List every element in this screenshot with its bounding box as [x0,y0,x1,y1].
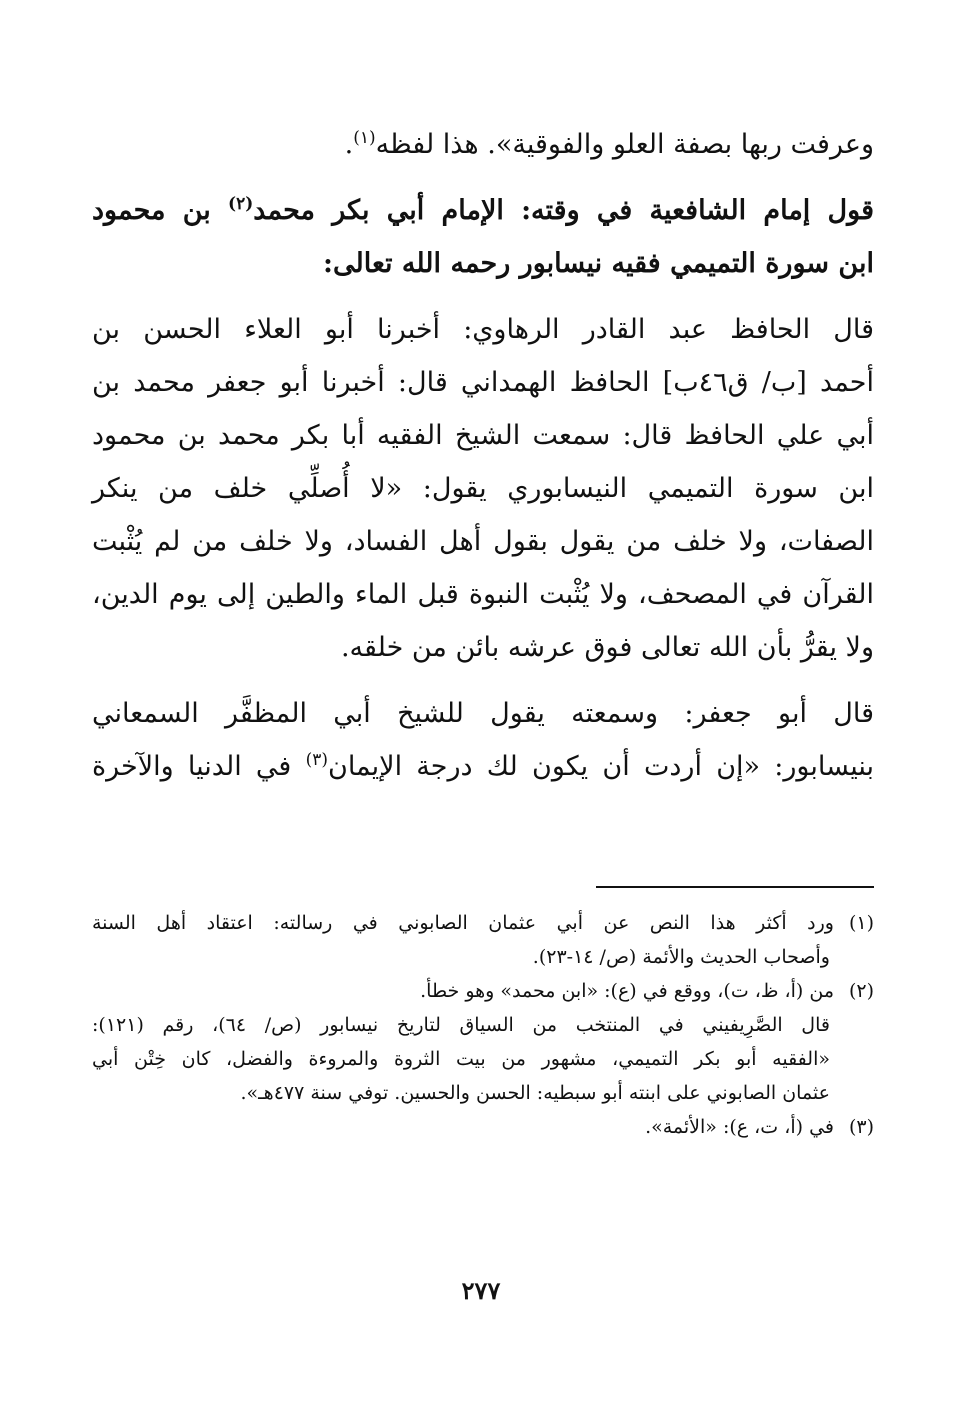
text-line [92,118,874,171]
footnote-line [92,1110,874,1144]
text-segment: . [344,129,354,160]
section-heading [92,184,874,290]
text-segment: ورد أكثر هذا النص عن أبي عثمان الصابوني في رسالته: اعتقاد أهل السنة [92,912,834,934]
footnote-separator [596,886,874,888]
footnote-number: (١) [848,912,874,934]
footnote-line: وأصحاب الحديث والأئمة (ص/ ١٤-٢٣). [532,946,830,968]
footnote-number: (٢) [848,980,874,1002]
text-segment: قول إمام الشافعية في وقته: الإمام أبي بكر محمد [253,195,874,226]
footnote-line [92,974,874,1008]
footnote-line: «الفقيه أبو بكر التميمي، مشهور من بيت الثروة والمروءة والفضل، كان خِتْن أبي [92,1048,830,1070]
footnote-2 [92,974,874,1110]
text-segment: من (أ، ظ، ت)، ووقع في (ع): «ابن محمد» وهو خطأ. [420,980,834,1002]
text-line: أحمد [ب/ ق٤٦ب] الحافظ الهمداني قال: أخبرنا أبو جعفر محمد بن [92,367,874,398]
text-line: القرآن في المصحف، ولا يُثْبت النبوة قبل الماء والطين إلى يوم الدين، [92,579,874,610]
paragraph-1 [92,118,874,171]
text-segment: بنيسابور: «إن أردت أن يكون لك درجة الإيمان [328,751,874,782]
footnote-line: عثمان الصابوني على ابنته أبو سبطيه: الحسن والحسين. توفي سنة ٤٧٧هـ». [240,1082,830,1104]
heading-line: ابن سورة التميمي فقيه نيسابور رحمه الله تعالى: [323,248,874,279]
paragraph-2 [92,303,874,674]
text-segment: في (أ، ت، ع): «الأئمة». [645,1116,834,1138]
text-segment: بن محمود [92,195,229,226]
text-line: ابن سورة التميمي النيسابوري يقول: «لا أُصلِّي خلف من ينكر [92,473,874,504]
main-text [92,118,874,793]
footnote-ref-1: (١) [353,128,376,148]
text-segment: في الدنيا والآخرة [92,751,306,782]
text-line: ولا يقرُّ بأن الله تعالى فوق عرشه بائن من خلقه. [340,632,874,663]
footnote-line [92,906,874,940]
footnote-ref-2: (٢) [228,194,254,214]
text-line [92,740,874,793]
page-number: ٢٧٧ [461,1276,501,1305]
footnote-number: (٣) [848,1116,874,1138]
paragraph-3 [92,687,874,793]
footnote-line: قال الصَّرِيفيني في المنتخب من السياق لتاريخ نيسابور (ص/ ٦٤)، رقم (١٢١): [92,1014,830,1036]
footnotes [92,906,874,1144]
text-line: قال أبو جعفر: وسمعته يقول للشيخ أبي المظفَّر السمعاني [92,698,874,729]
heading-line [92,184,874,237]
footnote-3 [92,1110,874,1144]
text-line: أبي علي الحافظ قال: سمعت الشيخ الفقيه أبا بكر محمد بن محمود [92,420,874,451]
footnote-ref-3: (٣) [305,750,328,770]
text-line: الصفات، ولا خلف من يقول بقول أهل الفساد، ولا خلف من لم يُثْبت [92,526,874,557]
text-line: قال الحافظ عبد القادر الرهاوي: أخبرنا أبو العلاء الحسن بن [92,314,874,345]
text-segment: وعرفت ربها بصفة العلو والفوقية». هذا لفظه [375,129,874,160]
footnote-1 [92,906,874,974]
